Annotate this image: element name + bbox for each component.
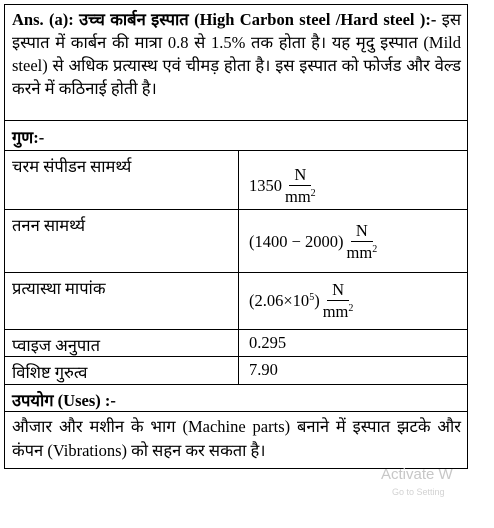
unit-numerator: N	[327, 281, 349, 301]
property-number: 1350	[249, 176, 282, 195]
table-row	[5, 330, 468, 357]
activate-windows-watermark: Activate W	[381, 466, 453, 483]
unit-exponent: 2	[310, 188, 316, 199]
activate-windows-subtext: Go to Setting	[392, 487, 445, 497]
table-row	[5, 151, 468, 210]
unit-denominator	[345, 242, 380, 262]
property-label: चरम संपीडन सामर्थ्य	[5, 151, 239, 210]
table-row	[5, 210, 468, 273]
unit-fraction	[321, 281, 356, 321]
power-exponent: 5	[309, 292, 315, 303]
property-label: विशिष्ट गुरुत्व	[5, 357, 239, 385]
property-value	[239, 273, 468, 330]
unit-numerator: N	[351, 222, 373, 242]
property-number: 7.90	[249, 360, 278, 379]
unit-base: mm	[346, 243, 373, 262]
table-row	[5, 357, 468, 385]
unit-denominator	[321, 301, 356, 321]
unit-exponent: 2	[348, 303, 354, 314]
property-number: (1400 − 2000)	[249, 232, 344, 251]
unit-base: mm	[322, 302, 349, 321]
properties-heading: गुण:-	[4, 120, 468, 150]
uses-heading: उपयोग (Uses) :-	[4, 385, 468, 411]
property-number	[249, 291, 320, 311]
intro-text: इस इस्पात में कार्बन की मात्रा 0.8 से 1.5% तक होता है। यह मृदु इस्पात (Mild steel) से अधिक प्रत्यास्थ एवं चीमड़ होता है। इस इस्पात को फोर्जड और वेल्ड करने में कठिनाई होती है।	[12, 10, 461, 98]
unit-exponent: 2	[372, 244, 378, 255]
unit-fraction	[345, 222, 380, 262]
unit-fraction	[283, 166, 318, 206]
answer-heading: Ans. (a): उच्च कार्बन इस्पात (High Carbon steel /Hard steel ):-	[12, 10, 437, 29]
property-value	[239, 151, 468, 210]
intro-paragraph	[4, 4, 468, 120]
property-value	[239, 357, 468, 385]
document-sheet	[4, 4, 468, 469]
property-number: 0.295	[249, 333, 287, 352]
property-label: प्वाइज अनुपात	[5, 330, 239, 357]
mantissa: (2.06×10	[249, 291, 310, 310]
uses-paragraph: औजार और मशीन के भाग (Machine parts) बनाने में इस्पात झटके और कंपन (Vibrations) को सहन कर सकता है।	[4, 411, 468, 469]
properties-table	[4, 150, 468, 385]
property-label: तनन सामर्थ्य	[5, 210, 239, 273]
unit-numerator: N	[289, 166, 311, 186]
table-row	[5, 273, 468, 330]
property-label: प्रत्यास्था मापांक	[5, 273, 239, 330]
property-value	[239, 330, 468, 357]
property-value	[239, 210, 468, 273]
unit-base: mm	[285, 187, 311, 206]
unit-denominator	[283, 186, 318, 206]
close-paren: )	[314, 291, 320, 310]
